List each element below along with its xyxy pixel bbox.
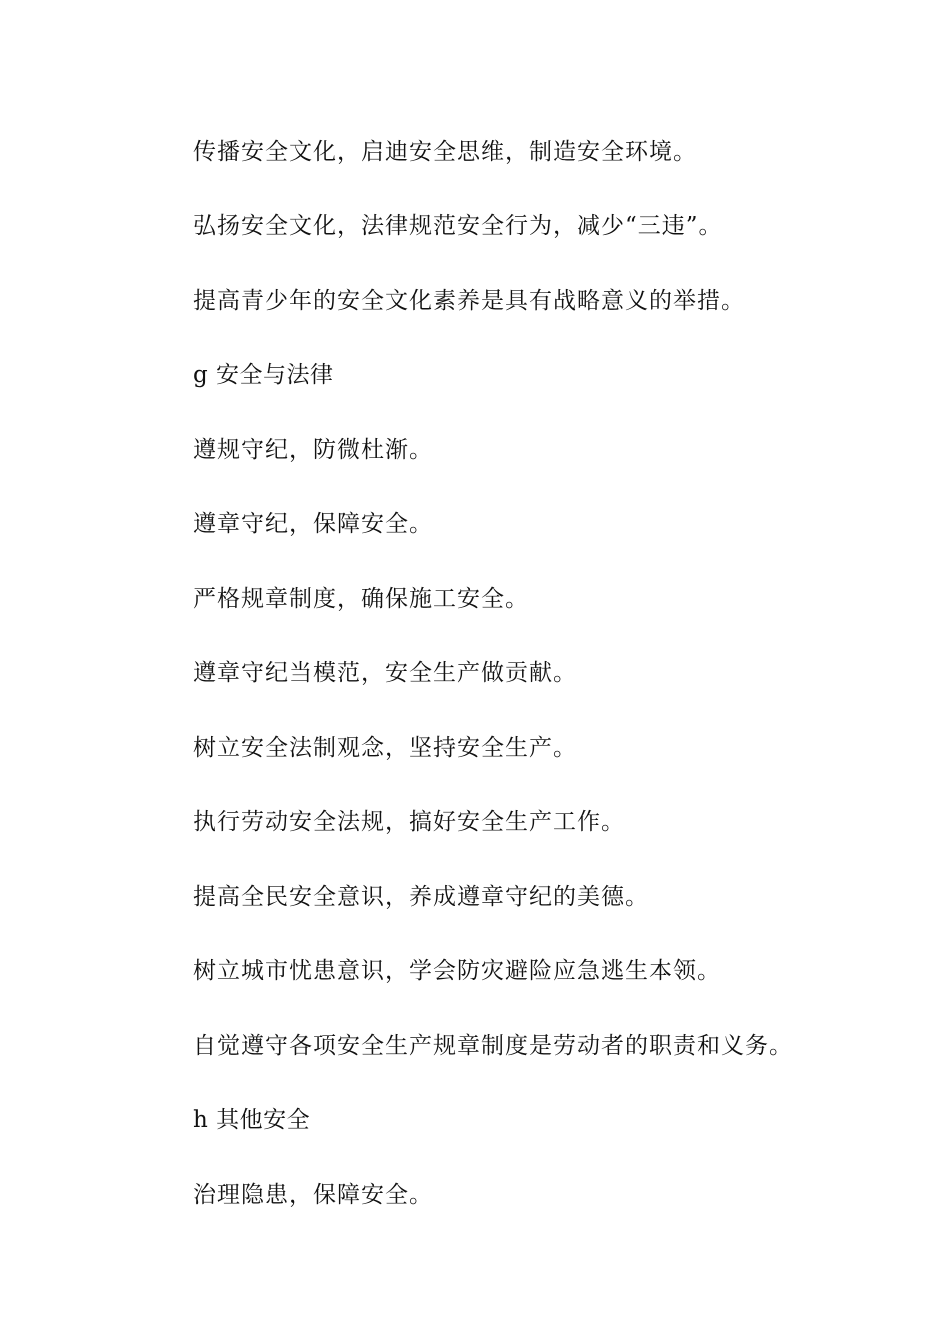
text-line: 提高青少年的安全文化素养是具有战略意义的举措。: [193, 288, 745, 314]
section-heading-h: h 其他安全: [193, 1107, 311, 1133]
text-line: 严格规章制度，确保施工安全。: [193, 586, 529, 612]
text-line: 治理隐患，保障安全。: [193, 1182, 433, 1208]
text-line: 遵章守纪，保障安全。: [193, 511, 433, 537]
text-line: 树立安全法制观念，坚持安全生产。: [193, 735, 577, 761]
text-line: 提高全民安全意识，养成遵章守纪的美德。: [193, 884, 649, 910]
text-line: 执行劳动安全法规，搞好安全生产工作。: [193, 809, 625, 835]
text-line: 传播安全文化，启迪安全思维，制造安全环境。: [193, 139, 697, 165]
text-line: 弘扬安全文化，法律规范安全行为，减少“三违”。: [193, 213, 723, 239]
text-line: 遵章守纪当模范，安全生产做贡献。: [193, 660, 577, 686]
text-line: 树立城市忧患意识，学会防灾避险应急逃生本领。: [193, 958, 721, 984]
section-heading-g: g 安全与法律: [193, 362, 334, 388]
text-line: 遵规守纪，防微杜渐。: [193, 437, 433, 463]
text-line: 自觉遵守各项安全生产规章制度是劳动者的职责和义务。: [193, 1033, 793, 1059]
